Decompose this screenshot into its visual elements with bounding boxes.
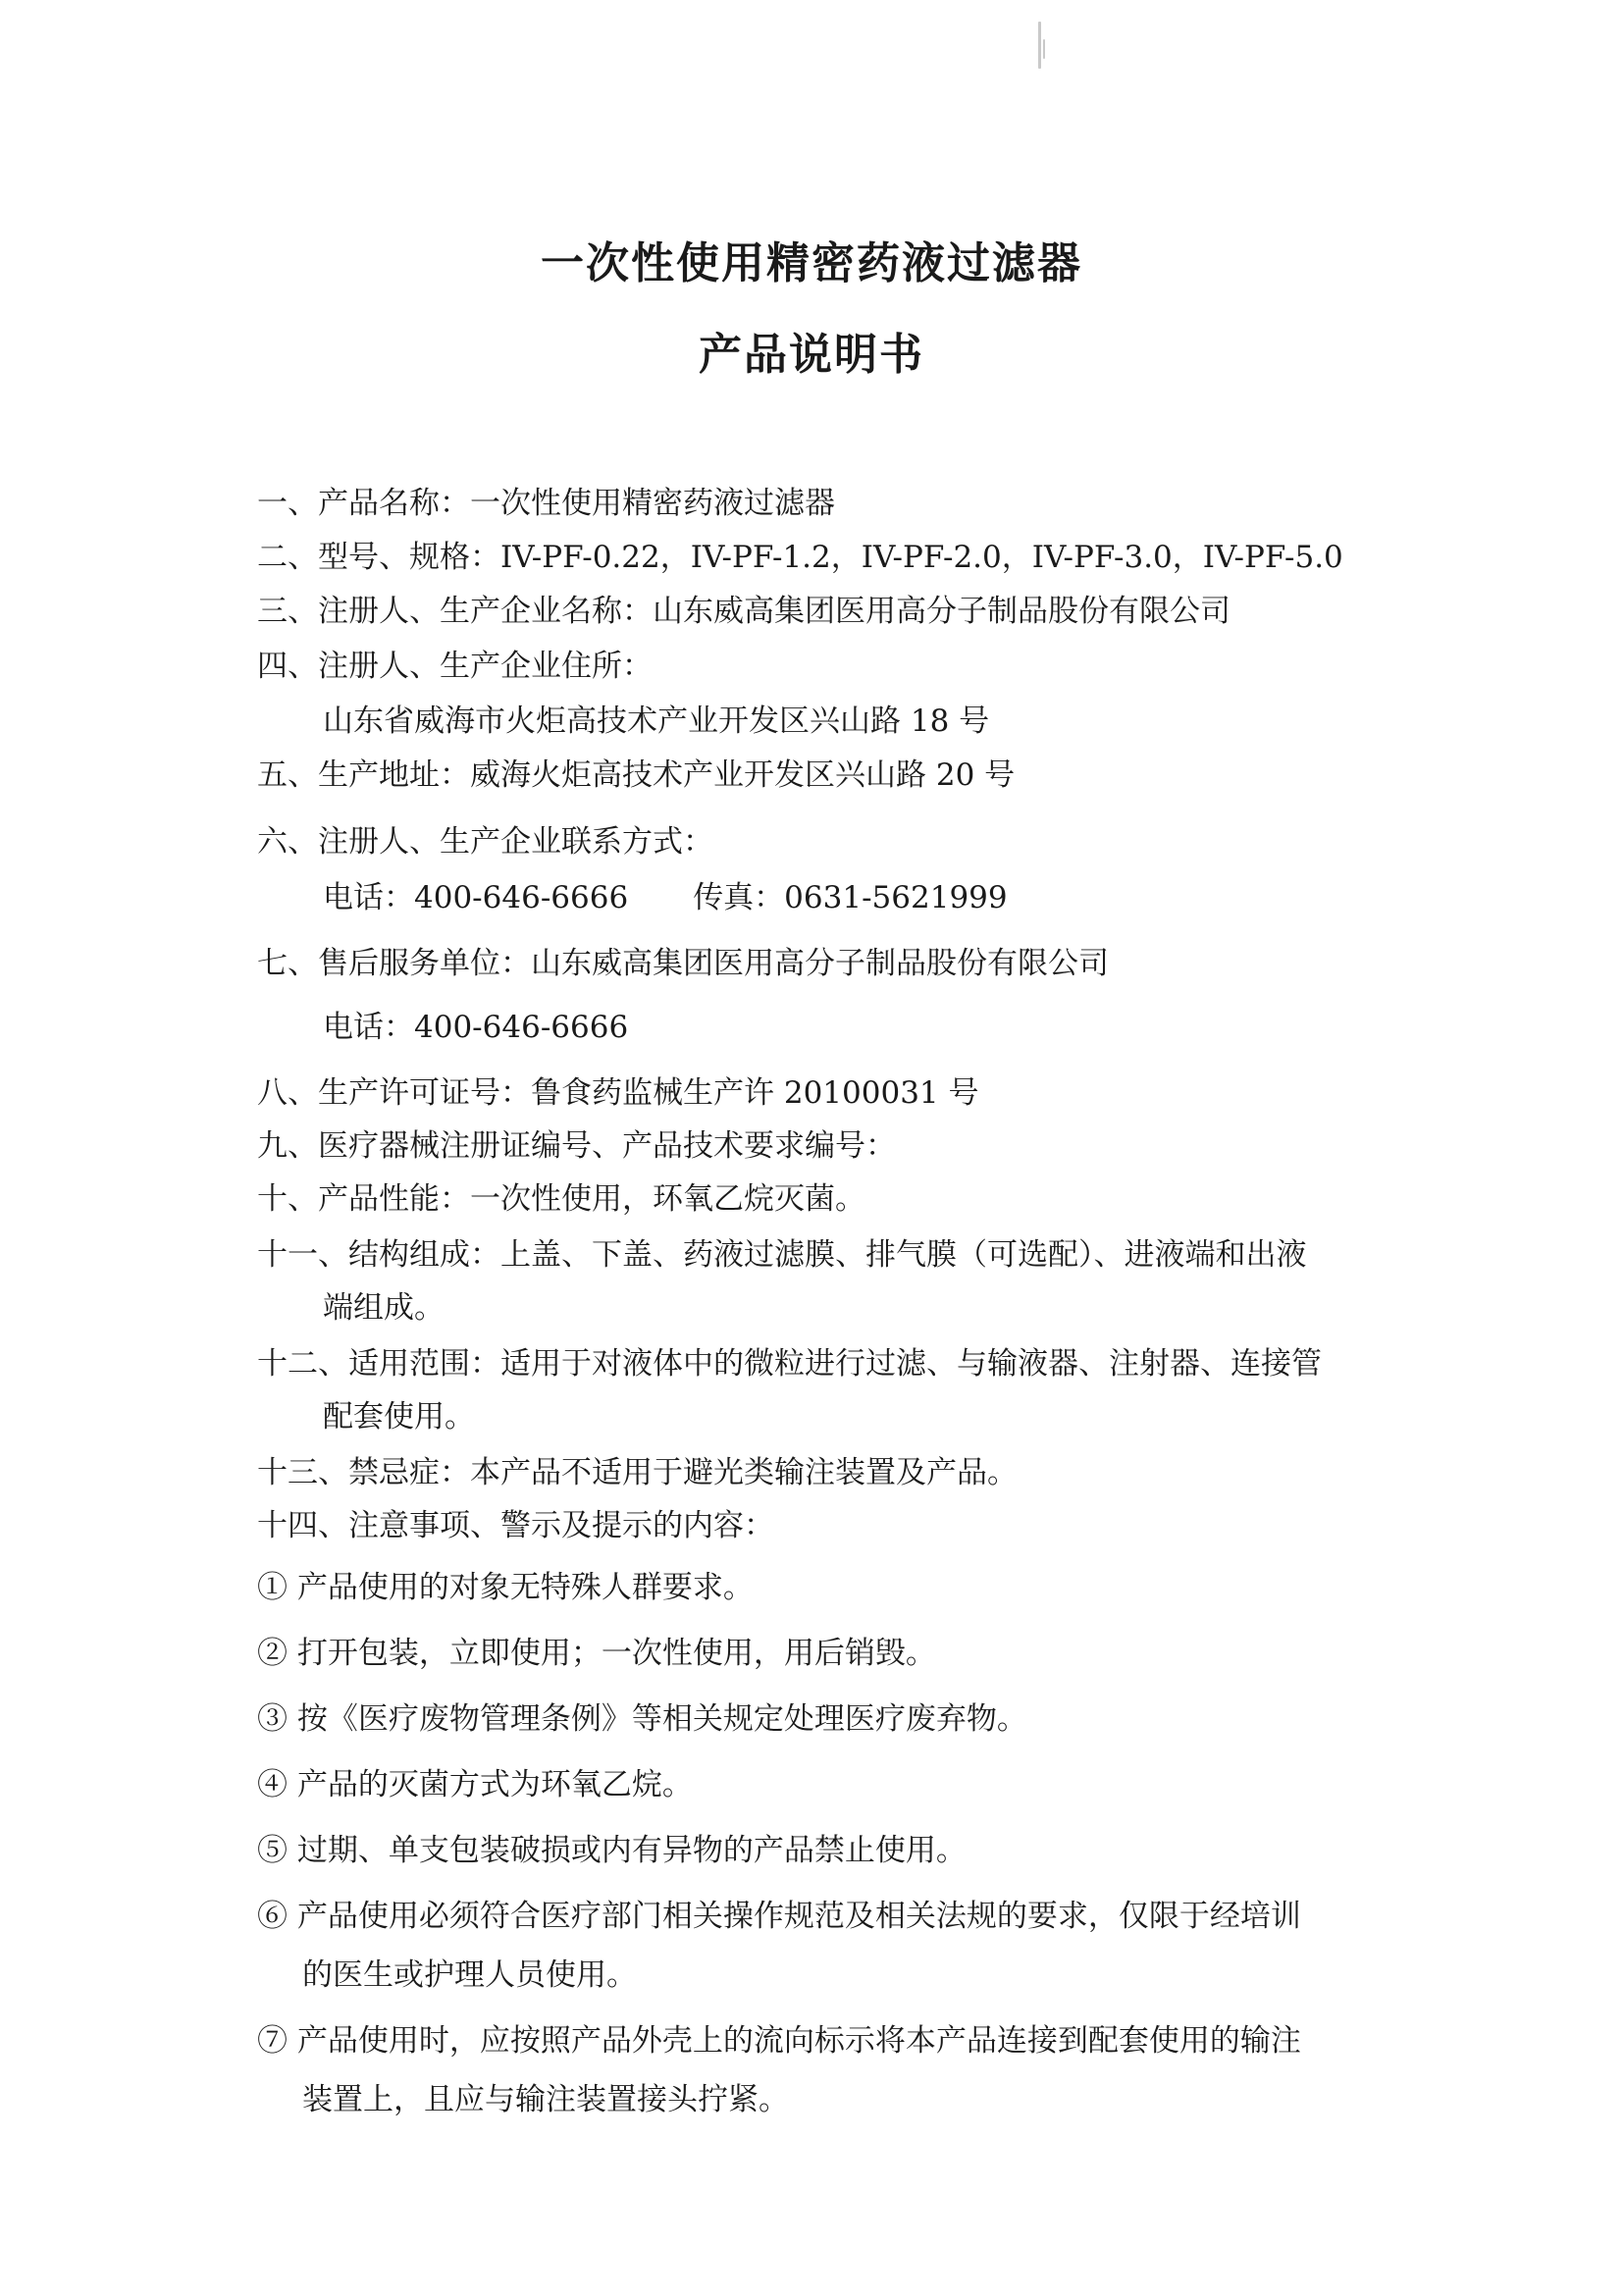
precaution-item: ① 产品使用的对象无特殊人群要求。 bbox=[257, 1570, 754, 1605]
item-registrant: 三、注册人、生产企业名称：山东威高集团医用高分子制品股份有限公司 bbox=[257, 594, 1230, 629]
item-license: 八、生产许可证号：鲁食药监械生产许 20100031 号 bbox=[257, 1075, 979, 1111]
scan-artifact bbox=[1043, 39, 1045, 59]
item-product-name: 一、产品名称：一次性使用精密药液过滤器 bbox=[257, 486, 835, 521]
document-subtitle: 产品说明书 bbox=[699, 330, 924, 380]
item-service-phone: 电话：400-646-6666 bbox=[323, 1010, 629, 1045]
precaution-item: ⑦ 产品使用时，应按照产品外壳上的流向标示将本产品连接到配套使用的输注 bbox=[257, 2023, 1301, 2059]
contact-fax: 传真：0631-5621999 bbox=[693, 880, 1008, 915]
item-model-spec: 二、型号、规格：IV-PF-0.22，IV-PF-1.2，IV-PF-2.0，IV-PF-3.0，IV-PF-5.0 bbox=[257, 540, 1343, 575]
item-production-site: 五、生产地址：威海火炬高技术产业开发区兴山路 20 号 bbox=[257, 757, 1016, 793]
item-precautions-label: 十四、注意事项、警示及提示的内容： bbox=[257, 1508, 774, 1543]
item-scope-line1: 十二、适用范围：适用于对液体中的微粒进行过滤、与输液器、注射器、连接管 bbox=[257, 1346, 1322, 1382]
item-registration: 九、医疗器械注册证编号、产品技术要求编号： bbox=[257, 1128, 896, 1164]
precaution-item-continuation: 的医生或护理人员使用。 bbox=[302, 1957, 637, 1993]
item-address-value: 山东省威海市火炬高技术产业开发区兴山路 18 号 bbox=[323, 704, 990, 739]
precaution-item: ② 打开包装，立即使用；一次性使用，用后销毁。 bbox=[257, 1636, 936, 1671]
precaution-item: ③ 按《医疗废物管理条例》等相关规定处理医疗废弃物。 bbox=[257, 1701, 1027, 1737]
item-structure-line2: 端组成。 bbox=[323, 1290, 445, 1326]
contact-phone: 电话：400-646-6666 bbox=[323, 880, 629, 915]
precaution-item: ⑥ 产品使用必须符合医疗部门相关操作规范及相关法规的要求，仅限于经培训 bbox=[257, 1899, 1301, 1934]
item-performance: 十、产品性能：一次性使用，环氧乙烷灭菌。 bbox=[257, 1181, 865, 1217]
item-contact-label: 六、注册人、生产企业联系方式： bbox=[257, 824, 713, 860]
precaution-item-continuation: 装置上，且应与输注装置接头拧紧。 bbox=[302, 2082, 789, 2117]
item-scope-line2: 配套使用。 bbox=[323, 1399, 475, 1435]
item-service-unit: 七、售后服务单位：山东威高集团医用高分子制品股份有限公司 bbox=[257, 946, 1109, 981]
document-title: 一次性使用精密药液过滤器 bbox=[541, 238, 1082, 288]
item-structure-line1: 十一、结构组成：上盖、下盖、药液过滤膜、排气膜（可选配）、进液端和出液 bbox=[257, 1237, 1307, 1273]
item-contraindication: 十三、禁忌症：本产品不适用于避光类输注装置及产品。 bbox=[257, 1455, 1018, 1490]
precaution-item: ⑤ 过期、单支包装破损或内有异物的产品禁止使用。 bbox=[257, 1833, 967, 1868]
item-contact-info bbox=[323, 878, 1008, 917]
scan-artifact bbox=[1038, 22, 1041, 69]
precaution-item: ④ 产品的灭菌方式为环氧乙烷。 bbox=[257, 1767, 693, 1802]
item-address-label: 四、注册人、生产企业住所： bbox=[257, 649, 653, 684]
